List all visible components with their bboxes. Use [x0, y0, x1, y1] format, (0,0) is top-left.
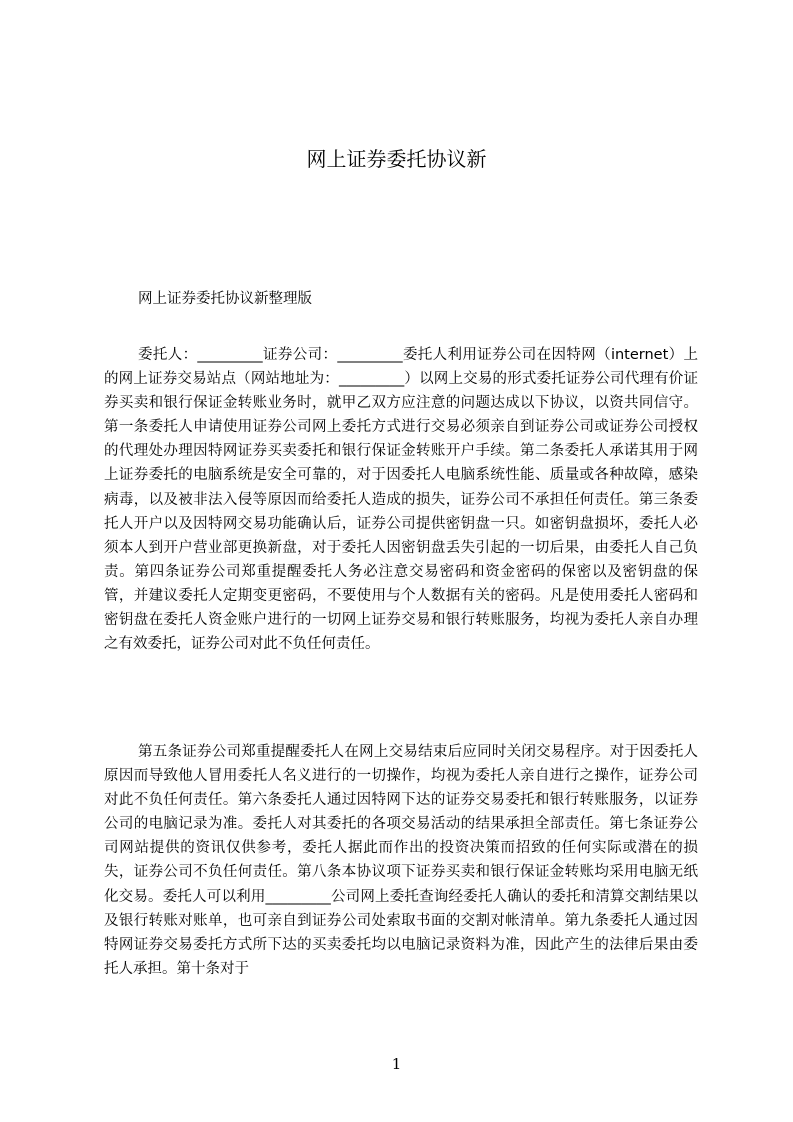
document-subtitle: 网上证券委托协议新整理版 — [138, 291, 312, 307]
body-paragraph-2: 第五条证券公司郑重提醒委托人在网上交易结束后应同时关闭交易程序。对于因委托人原因而导致他人冒用委托人名义进行的一切操作，均视为委托人亲自进行之操作，证券公司对此不负任何责任。第六条委托人通过因特网下达的证券交易委托和银行转账服务，以证券公司的电脑记录为准。委托人对其委托的各项交易活动的结果承担全部责任。第七条证券公司网站提供的资讯仅供参考，委托人据此而作出的投资决策而招致的任何实际或潜在的损失，证券公司不负任何责任。第八条本协议项下证券买卖和银行保证金转账均采用电脑无纸化交易。委托人可以利用_________公司网上委托查询经委托人确认的委托和清算交割结果以及银行转账对账单，也可亲自到证券公司处索取书面的交割对帐清单。第九条委托人通过因特网证券交易委托方式所下达的买卖委托均以电脑记录资料为准，因此产生的法律后果由委托人承担。第十条对于 — [104, 744, 698, 977]
document-title: 网上证券委托协议新 — [306, 147, 487, 171]
page-number: 1 — [391, 1055, 402, 1073]
body-paragraph-1: 委托人：_________证券公司：_________委托人利用证券公司在因特网（internet）上的网上证券交易站点（网站地址为：_________）以网上交易的形式委托证券公司代理有价证券买卖和银行保证金转账业务时，就甲乙双方应注意的问题达成以下协议，以资共同信守。第一条委托人申请使用证券公司网上委托方式进行交易必须亲自到证券公司或证券公司授权的代理处办理因特网证券买卖委托和银行保证金转账开户手续。第二条委托人承诺其用于网上证券委托的电脑系统是安全可靠的，对于因委托人电脑系统性能、质量或各种故障，感染病毒，以及被非法入侵等原因而给委托人造成的损失，证券公司不承担任何责任。第三条委托人开户以及因特网交易功能确认后，证券公司提供密钥盘一只。如密钥盘损坏，委托人必须本人到开户营业部更换新盘，对于委托人因密钥盘丢失引起的一切后果，由委托人自己负责。第四条证券公司郑重提醒委托人务必注意交易密码和资金密码的保密以及密钥盘的保管，并建议委托人定期变更密码，不要使用与个人数据有关的密码。凡是使用委托人密码和密钥盘在委托人资金账户进行的一切网上证券交易和银行转账服务，均视为委托人亲自办理之有效委托，证券公司对此不负任何责任。 — [104, 347, 698, 653]
